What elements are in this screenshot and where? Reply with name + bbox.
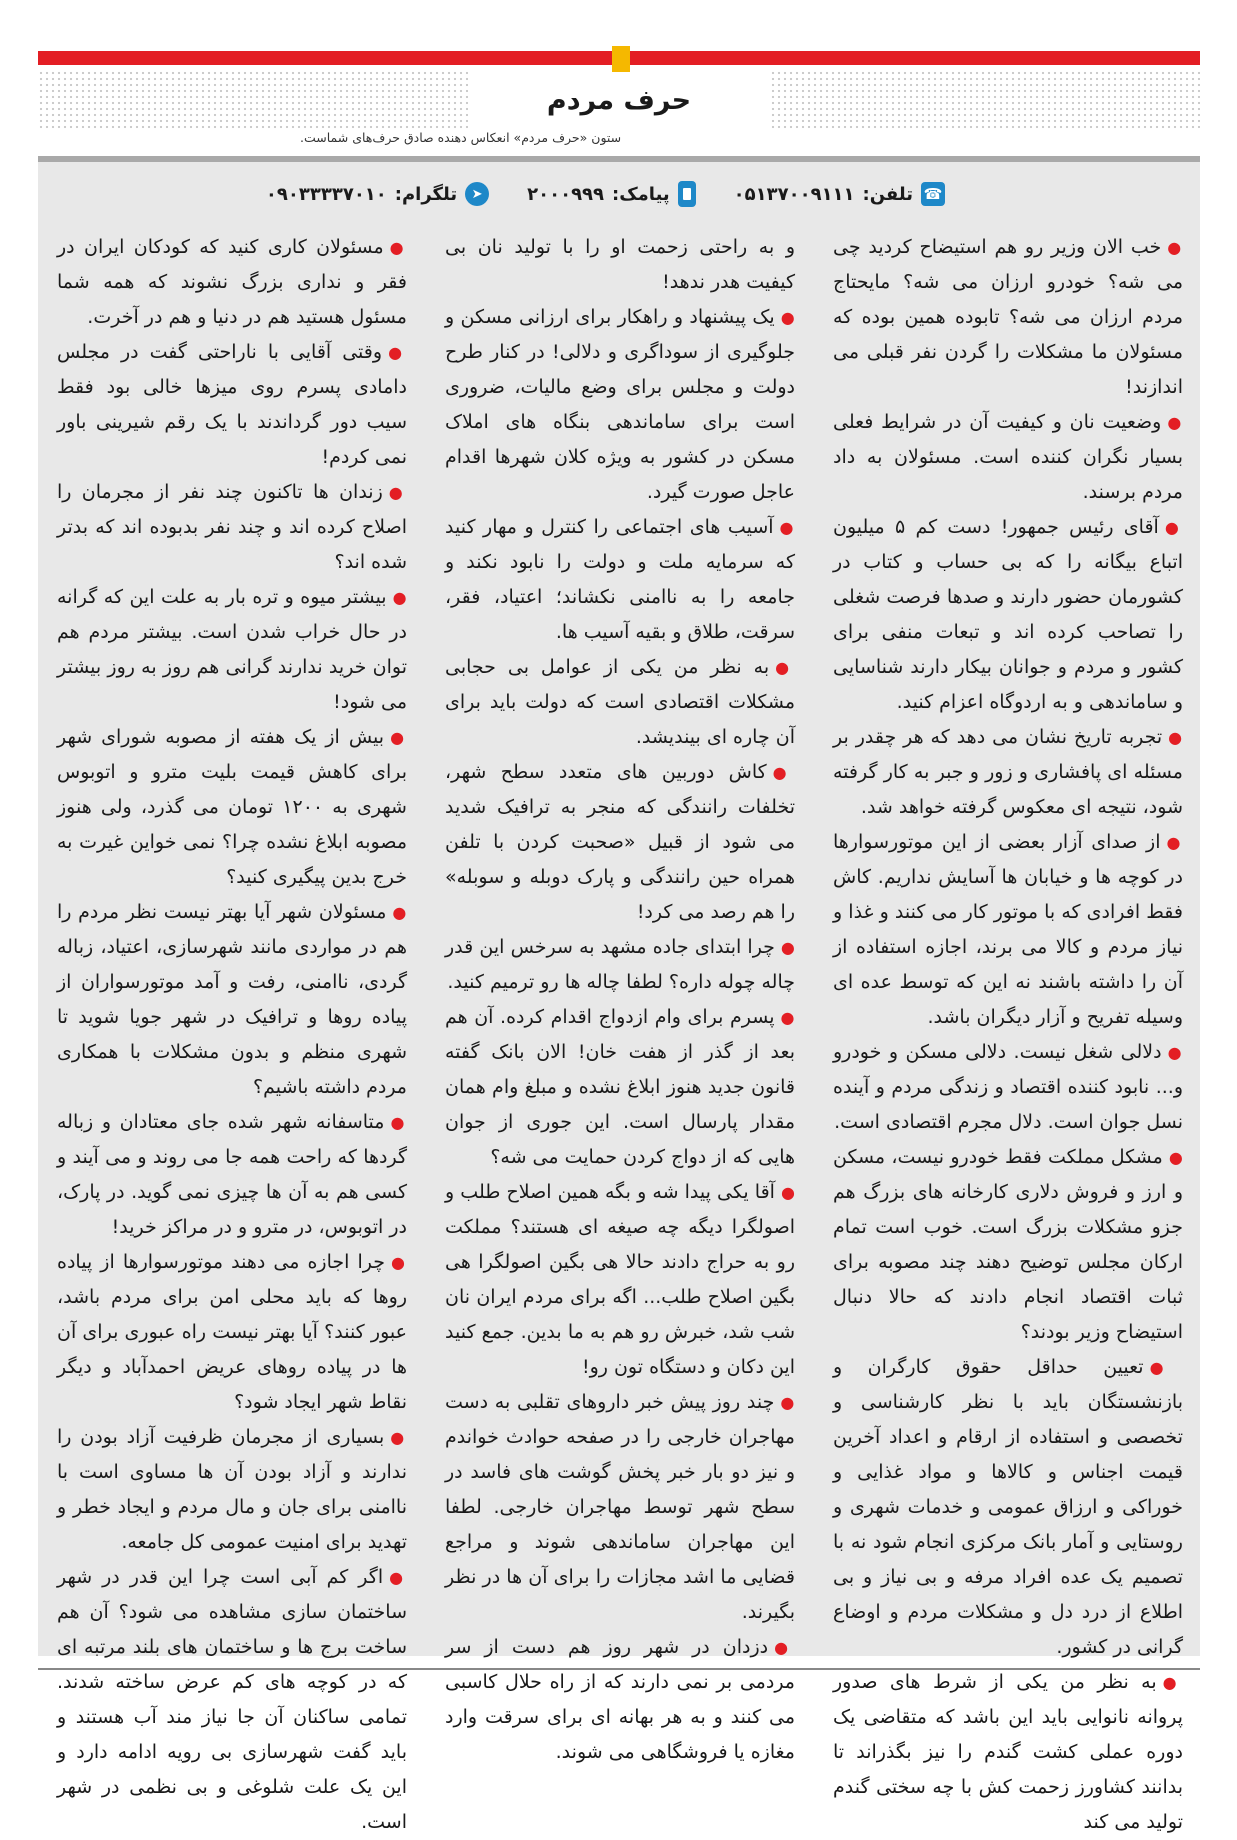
bullet-icon: ● [391, 1253, 407, 1272]
bullet-icon: ● [1167, 413, 1183, 432]
comment-item [57, 335, 407, 475]
bullet-icon: ● [392, 903, 407, 922]
comment-item [445, 650, 795, 755]
bullet-icon: ● [775, 658, 795, 677]
comment-text: به نظر من یکی از شرط های صدور پروانه نانوایی باید این باشد که متقاضی یک دوره عملی کشت گندم را نیز بگذراند تا بدانند کشاورز زحمت کش با چه سختی گندم تولید می کند [833, 1671, 1183, 1833]
bullet-icon: ● [772, 763, 795, 782]
comment-item [833, 1035, 1183, 1140]
comment-text: تعیین حداقل حقوق کارگران و بازنشستگان باید با نظر کارشناسی و تخصصی و استفاده از ارقام و اعداد آخرین قیمت اجناس و کالاها و مواد غذایی و خوراکی و ارزاق عمومی و خدمات شهری و روستایی و آمار بانک مرکزی انجام شود نه با تصمیم یک عده افراد مرفه و بی نیاز و بی اطلاع از درد دل و مشکلات مردم و اوضاع گرانی در کشور. [833, 1356, 1183, 1658]
bullet-icon: ● [389, 238, 407, 257]
bullet-icon: ● [1168, 728, 1183, 747]
bullet-icon: ● [780, 1008, 795, 1027]
comment-text: بیش از یک هفته از مصوبه شورای شهر برای کاهش قیمت بلیت مترو و اتوبوس شهری به ۱۲۰۰ تومان می گذرد، ولی هنوز مصوبه ابلاغ نشده چرا؟ نمی خواین غیرت به خرج بدین پیگیری کنید؟ [57, 726, 407, 888]
bullet-icon: ● [1166, 833, 1183, 852]
comment-text: دلالی شغل نیست. دلالی مسکن و خودرو و... نابود کننده اقتصاد و زندگی مردم و آینده نسل جوان است. دلال مجرم اقتصادی است. [833, 1041, 1183, 1133]
comment-item [445, 1000, 795, 1175]
comment-item [57, 895, 407, 1105]
comment-item [445, 300, 795, 510]
comment-item [833, 1140, 1183, 1350]
phone-number: ۰۵۱۳۷۰۰۹۱۱۱ [733, 183, 855, 205]
column-title-box [470, 72, 768, 128]
header-dot-pattern-left [38, 70, 468, 130]
bullet-icon: ● [388, 483, 407, 502]
comment-text: از صدای آزار بعضی از این موتورسوارها در کوچه ها و خیابان ها آسایش نداریم. کاش فقط افرادی که با موتور کار می کنند و غذا و نیاز مردم و کالا می برند، اجازه استفاده از آن را داشته باشند نه این که توسط عده ای وسیله تفریح و آزار دیگران باشد. [833, 831, 1183, 1028]
column-subtitle: ستون «حرف مردم» انعکاس دهنده صادق حرف‌های شماست. [300, 130, 622, 145]
bullet-icon: ● [389, 1568, 408, 1587]
bullet-icon: ● [390, 728, 407, 747]
bullet-icon: ● [1168, 1148, 1183, 1167]
comment-text: آقا یکی پیدا شه و بگه همین اصلاح طلب و اصولگرا دیگه چه صیغه ای هستند؟ مملکت رو به حراج دادند حالا هی بگین اصولگرا هی بگین اصلاح طلب... اگه برای مردم ایران نان شب شد، خبرش رو هم به ما بدین. جمع کنید این دکان و دستگاه تون رو! [445, 1181, 795, 1378]
comment-item [57, 230, 407, 335]
comment-text: مسئولان کاری کنید که کودکان ایران در فقر و نداری بزرگ نشوند که همه شما مسئول هستید هم در دنیا و هم در آخرت. [57, 236, 407, 328]
comment-item [445, 1630, 795, 1770]
comment-text: چند روز پیش خبر داروهای تقلبی به دست مهاجران خارجی را در صفحه حوادث خواندم و نیز دو بار خبر پخش گوشت های فاسد در سطح شهر توسط مهاجران خارجی. لطفا این مهاجران ساماندهی شوند و مراجع قضایی ما اشد مجازات را برای آن ها در نظر بگیرند. [445, 1391, 795, 1623]
comment-item [57, 720, 407, 895]
comment-item [57, 475, 407, 580]
bullet-icon: ● [390, 1428, 407, 1447]
bullet-icon: ● [780, 938, 795, 957]
telegram-number: ۰۹۰۳۳۳۳۷۰۱۰ [265, 183, 387, 205]
bullet-icon: ● [1167, 238, 1183, 257]
sms-label: پیامک: [612, 183, 670, 205]
comment-text: چرا اجازه می دهند موتورسوارها از پیاده روها که باید محلی امن برای مردم باشد، عبور کنند؟ آیا بهتر نیست راه عبوری برای آن ها در پیاده روهای عریض احمدآباد و دیگر نقاط شهر ایجاد شود؟ [57, 1251, 407, 1413]
comment-text: یک پیشنهاد و راهکار برای ارزانی مسکن و جلوگیری از سوداگری و دلالی! در کنار طرح دولت و مجلس برای وضع مالیات، ضروری است برای ساماندهی بنگاه های املاک مسکن در کشور به ویژه کلان شهرها اقدام عاجل صورت گیرد. [445, 306, 795, 503]
comment-text: و به راحتی زحمت او را با تولید نان بی کیفیت هدر ندهد! [445, 236, 795, 293]
bullet-icon: ● [780, 1393, 795, 1412]
panel-top-border [38, 156, 1200, 162]
bullet-icon: ● [390, 1113, 408, 1132]
comment-item [445, 510, 795, 650]
contact-sms [527, 181, 696, 207]
comment-item [445, 755, 795, 930]
comment-item [833, 405, 1183, 510]
comment-item [445, 1385, 795, 1630]
header-yellow-mark [612, 46, 630, 74]
bullet-icon: ● [1164, 518, 1184, 537]
comment-item [833, 230, 1183, 405]
comment-text: خب الان وزیر رو هم استیضاح کردید چی می شه؟ خودرو ارزان می شه؟ مایحتاج مردم ارزان می شه؟ تابوده همین بوده که مسئولان ما مشکلات را گردن نفر قبلی می اندازند! [833, 236, 1183, 398]
bullet-icon: ● [1162, 1673, 1183, 1692]
bullet-icon: ● [1167, 1043, 1183, 1062]
header-dot-pattern-right [770, 70, 1200, 130]
comment-item [833, 720, 1183, 825]
comment-text: آقای رئیس جمهور! دست کم ۵ میلیون اتباع بیگانه را که بی حساب و کتاب در کشورمان حضور دارند و صدها فرصت شغلی را تصاحب کرده اند و تبعات منفی برای کشور و مردم و جوانان بیکار دارند شناسایی و ساماندهی و به اردوگاه اعزام کنید. [833, 516, 1183, 713]
comment-item [833, 825, 1183, 1035]
phone-label: تلفن: [862, 183, 913, 205]
comment-text: بیشتر میوه و تره بار به علت این که گرانه در حال خراب شدن است. بیشتر مردم هم توان خرید ندارند گرانی هم روز به روز بیشتر می شود! [57, 586, 407, 713]
page-bottom-rule [38, 1668, 1200, 1670]
comment-item [57, 1245, 407, 1420]
bullet-icon: ● [780, 308, 795, 327]
bullet-icon: ● [780, 1183, 795, 1202]
comment-text: وقتی آقایی با ناراحتی گفت در مجلس دامادی پسرم روی میزها خالی بود فقط سیب دور گرداندند با یک رقم شیرینی باور نمی کردم! [57, 341, 407, 468]
comment-text: آسیب های اجتماعی را کنترل و مهار کنید که سرمایه ملت و دولت را نابود نکند و جامعه را به ناامنی نکشاند؛ اعتیاد، فقر، سرقت، طلاق و بقیه آسیب ها. [445, 516, 795, 643]
comment-text: وضعیت نان و کیفیت آن در شرایط فعلی بسیار نگران کننده است. مسئولان به داد مردم برسند. [833, 411, 1183, 503]
contact-phone [734, 182, 945, 206]
comment-item [57, 1560, 407, 1840]
comment-item [445, 230, 795, 300]
comment-item [445, 930, 795, 1000]
comment-text: مسئولان شهر آیا بهتر نیست نظر مردم را هم در مواردی مانند شهرسازی، اعتیاد، زباله گردی، ناامنی، رفت و آمد موتورسواران از پیاده روها و ترافیک در شهر جویا شوید تا شهری منظم و بدون مشکلات با همکاری مردم داشته باشیم؟ [57, 901, 407, 1098]
bullet-icon: ● [388, 343, 408, 362]
comment-text: تجربه تاریخ نشان می دهد که هر چقدر بر مسئله ای پافشاری و زور و جبر به کار گرفته شود، نتیجه ای معکوس گرفته خواهد شد. [833, 726, 1183, 818]
comment-item [833, 1665, 1183, 1840]
comment-text: کاش دوربین های متعدد سطح شهر، تخلفات رانندگی که منجر به ترافیک شدید می شود از قبیل «صحبت کردن با تلفن همراه حین رانندگی و پارک دوبله و سوبله» را هم رصد می کرد! [445, 761, 795, 923]
sms-icon [678, 181, 696, 207]
text-column-right [833, 230, 1183, 1840]
comment-text: دزدان در شهر روز هم دست از سر مردمی بر نمی دارند که از راه حلال کاسبی می کنند و به هر بهانه ای برای سرقت وارد مغازه یا فروشگاهی می شوند. [445, 1636, 795, 1763]
comment-text: به نظر من یکی از عوامل بی حجابی مشکلات اقتصادی است که دولت باید برای آن چاره ای بیندیشد. [445, 656, 795, 748]
bullet-icon: ● [774, 1638, 795, 1657]
bullet-icon: ● [1149, 1358, 1184, 1377]
comment-item [833, 510, 1183, 720]
text-column-middle [445, 230, 795, 1770]
comment-text: پسرم برای وام ازدواج اقدام کرده. آن هم بعد از گذر از هفت خان! الان بانک گفته قانون جدید هنوز ابلاغ نشده و مبلغ وام همان مقدار پارسال است. این جوری از جوان هایی که از دواج کردن حمایت می شه؟ [445, 1006, 795, 1168]
comment-item [445, 1175, 795, 1385]
comment-text: بسیاری از مجرمان ظرفیت آزاد بودن را ندارند و آزاد بودن آن ها مساوی است با ناامنی برای جان و مال مردم و ایجاد خطر و تهدید برای امنیت عمومی کل جامعه. [57, 1426, 407, 1553]
contact-telegram [266, 182, 489, 206]
bullet-icon: ● [779, 518, 795, 537]
sms-number: ۲۰۰۰۹۹۹ [527, 183, 605, 205]
phone-icon: ☎ [921, 182, 945, 206]
comment-text: متاسفانه شهر شده جای معتادان و زباله گردها که راحت همه جا می روند و می آیند و کسی هم به آن ها چیزی نمی گوید. در پارک، در اتوبوس، در مترو و در مراکز خرید! [57, 1111, 407, 1238]
comment-item [833, 1350, 1183, 1665]
column-title: حرف مردم [546, 84, 692, 116]
comment-text: اگر کم آبی است چرا این قدر در شهر ساختمان سازی مشاهده می شود؟ آن هم ساخت برج ها و ساختمان های بلند مرتبه ای که در کوچه های کم عرض ساخته شدند. تمامی ساکنان آن جا نیاز مند آب هستند و باید گفت شهرسازی بی رویه ادامه دارد و این یک علت شلوغی و بی نظمی در شهر است. [57, 1566, 407, 1833]
comment-item [57, 1420, 407, 1560]
bullet-icon: ● [392, 588, 407, 607]
telegram-label: تلگرام: [394, 183, 458, 205]
contact-bar [265, 177, 945, 211]
comment-item [57, 580, 407, 720]
comment-text: مشکل مملکت فقط خودرو نیست، مسکن و ارز و فروش دلاری کارخانه های بزرگ هم جزو مشکلات بزرگ است. خوب است تمام ارکان مجلس توضیح دهند چند مصوبه برای ثبات اقتصاد انجام دادند که حالا دنبال استیضاح وزیر بودند؟ [833, 1146, 1183, 1343]
comment-text: چرا ابتدای جاده مشهد به سرخس این قدر چاله چوله داره؟ لطفا چاله ها رو ترمیم کنید. [445, 936, 795, 993]
comment-text: زندان ها تاکنون چند نفر از مجرمان را اصلاح کرده اند و چند نفر بدبوده اند که بدتر شده اند؟ [57, 481, 407, 573]
telegram-icon: ➤ [465, 182, 489, 206]
text-column-left [57, 230, 407, 1840]
comment-item [57, 1105, 407, 1245]
